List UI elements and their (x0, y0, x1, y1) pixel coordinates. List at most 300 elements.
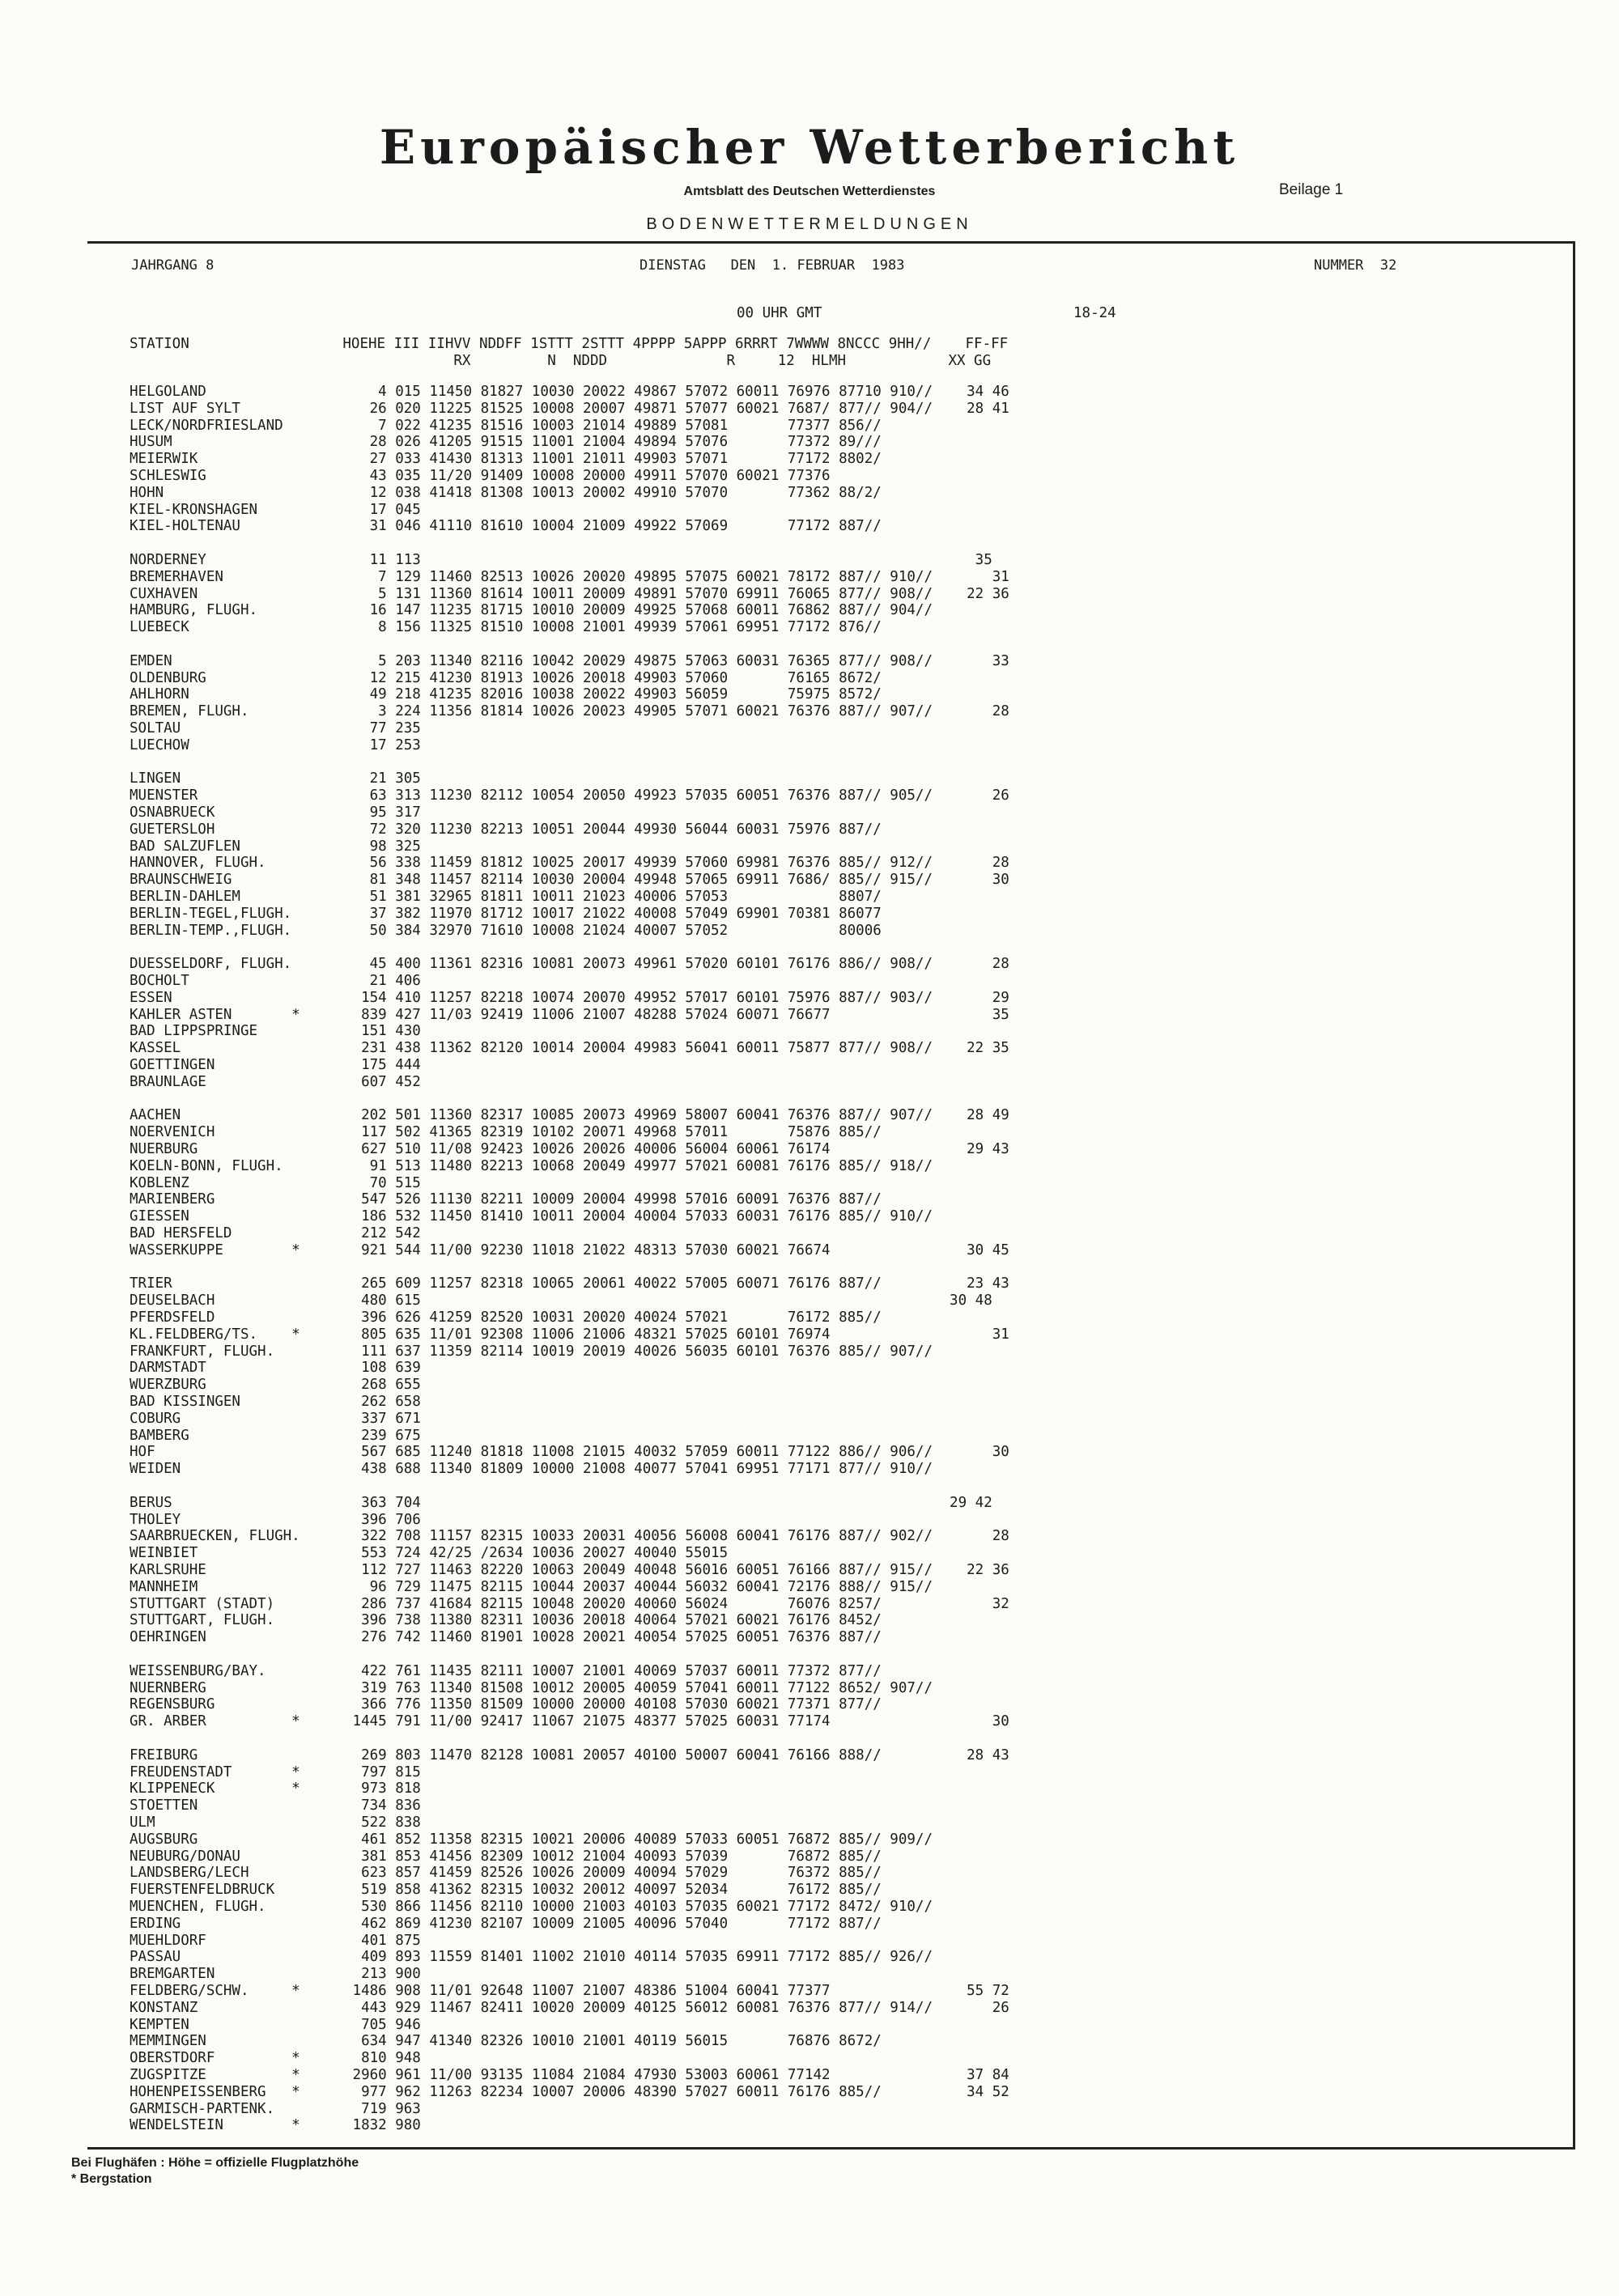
table-row (130, 1394, 421, 1411)
station-name: CUXHAVEN (130, 585, 198, 602)
table-row (130, 872, 1009, 889)
station-values: 530 866 11456 82110 10000 21003 40103 57035 60021 77172 8472/ 910// (344, 1899, 933, 1915)
table-row (130, 1360, 421, 1377)
table-row (130, 2067, 1009, 2084)
station-name: PFERDSFELD (130, 1309, 215, 1326)
station-values: 480 615 30 48 (344, 1292, 992, 1309)
station-name: LINGEN (130, 770, 181, 787)
station-name: TRIER (130, 1275, 172, 1292)
station-name: MUENCHEN, FLUGH. (130, 1899, 266, 1915)
column-header-row-2: RX N NDDD R 12 HLMH XX GG (130, 353, 992, 369)
table-row (130, 602, 933, 619)
station-values: 72 320 11230 82213 10051 20044 49930 56044 60031 75976 887// (344, 821, 882, 838)
table-row (130, 804, 421, 821)
station-name: KASSEL (130, 1040, 181, 1057)
station-name: OLDENBURG (130, 669, 206, 686)
station-values: 607 452 (344, 1073, 421, 1090)
station-values: 213 900 (344, 1966, 421, 1983)
station-name: KARLSRUHE (130, 1562, 206, 1578)
table-row (130, 889, 882, 906)
station-name: STUTTGART, FLUGH. (130, 1612, 275, 1629)
station-name: HELGOLAND (130, 384, 206, 400)
station-name: SOLTAU (130, 720, 181, 736)
station-name: ESSEN (130, 989, 172, 1006)
station-name: COBURG (130, 1410, 181, 1427)
station-values: 45 400 11361 82316 10081 20073 49961 57020 60101 76176 886// 908// 28 (344, 956, 1009, 973)
station-name: OEHRINGEN (130, 1629, 206, 1646)
supplement-label: Beilage 1 (1279, 181, 1344, 198)
station-values: 21 305 (344, 770, 421, 787)
station-name: BERLIN-TEGEL,FLUGH. (130, 905, 292, 922)
station-name: NORDERNEY (130, 552, 206, 568)
station-values: 265 609 11257 82318 10065 20061 40022 57005 60071 76176 887// 23 43 (344, 1275, 1009, 1292)
station-values: 553 724 42/25 /2634 10036 20027 40040 55015 (344, 1545, 729, 1562)
station-name: KL.FELDBERG/TS. * (130, 1326, 300, 1343)
station-name: ERDING (130, 1915, 181, 1932)
publisher-subtitle: Amtsblatt des Deutschen Wetterdienstes (683, 185, 936, 198)
station-values: 77 235 (344, 720, 421, 736)
section-title: BODENWETTERMELDUNGEN (646, 215, 973, 233)
station-name: GIESSEN (130, 1208, 189, 1225)
table-row (130, 619, 882, 636)
station-name: MUEHLDORF (130, 1932, 206, 1949)
station-name: DEUSELBACH (130, 1292, 215, 1309)
station-values: 49 218 41235 82016 10038 20022 49903 56059 75975 8572/ (344, 686, 882, 703)
station-values: 381 853 41456 82309 10012 21004 40093 57039 76872 885// (344, 1848, 882, 1865)
station-name: LANDSBERG/LECH (130, 1865, 249, 1882)
station-values: 11 113 35 (344, 552, 992, 568)
station-name: STUTTGART (STADT) (130, 1595, 275, 1612)
table-row (130, 2050, 421, 2067)
table-row (130, 518, 882, 535)
table-row (130, 1007, 1009, 1024)
table-row (130, 1292, 992, 1309)
table-row (130, 1579, 933, 1596)
station-values: 627 510 11/08 92423 10026 20026 40006 56004 60061 76174 29 43 (344, 1141, 1009, 1157)
station-name: ULM (130, 1814, 155, 1831)
station-values: 12 038 41418 81308 10013 20002 49910 57070 77362 88/2/ (344, 484, 882, 501)
table-row (130, 384, 1009, 401)
station-values: 363 704 29 42 (344, 1494, 992, 1511)
station-values: 839 427 11/03 92419 11006 21007 48288 57024 60071 76677 35 (344, 1006, 1009, 1023)
table-row (130, 1764, 421, 1781)
station-values: 337 671 (344, 1410, 421, 1427)
station-values: 96 729 11475 82115 10044 20037 40044 56032 60041 72176 888// 915// (344, 1578, 933, 1595)
table-row (130, 1377, 421, 1394)
station-name: HANNOVER, FLUGH. (130, 855, 266, 872)
table-row (130, 1074, 421, 1091)
station-name: MEIERWIK (130, 451, 198, 468)
station-values: 522 838 (344, 1814, 421, 1831)
table-row (130, 1713, 1009, 1730)
table-row (130, 1512, 421, 1529)
table-row (130, 1478, 344, 1495)
table-row (130, 1428, 421, 1445)
station-values: 31 046 41110 81610 10004 21009 49922 57069 77172 887// (344, 518, 882, 535)
station-values: 117 502 41365 82319 10102 20071 49968 57011 75876 885// (344, 1124, 882, 1141)
station-values: 921 544 11/00 92230 11018 21022 48313 57030 60021 76674 30 45 (344, 1241, 1009, 1258)
table-row (130, 686, 882, 703)
table-row (130, 1124, 882, 1141)
station-name: GOETTINGEN (130, 1057, 215, 1073)
table-row (130, 1275, 1009, 1292)
station-name: SCHLESWIG (130, 468, 206, 484)
station-name: OBERSTDORF * (130, 2050, 300, 2067)
table-row (130, 1747, 1009, 1764)
table-row (130, 1141, 1009, 1158)
station-values: 547 526 11130 82211 10009 20004 49998 57016 60091 76376 887// (344, 1191, 882, 1208)
page-title: Europäischer Wetterbericht (379, 120, 1240, 175)
station-name: MUENSTER (130, 787, 198, 804)
station-values: 154 410 11257 82218 10074 20070 49952 57017 60101 75976 887// 903// 29 (344, 989, 1009, 1006)
station-values: 95 317 (344, 804, 421, 821)
station-values: 422 761 11435 82111 10007 21001 40069 57037 60011 77372 877// (344, 1662, 882, 1679)
station-name: MEMMINGEN (130, 2033, 206, 2050)
station-values: 2960 961 11/00 93135 11084 21084 47930 53003 60061 77142 37 84 (344, 2067, 1009, 2083)
station-values: 175 444 (344, 1057, 421, 1073)
station-name: WEIDEN (130, 1461, 181, 1478)
station-values: 63 313 11230 82112 10054 20050 49923 57035 60051 76376 887// 905// 26 (344, 787, 1009, 804)
table-row (130, 1966, 421, 1983)
table-row (130, 1696, 882, 1713)
station-name: AUGSBURG (130, 1831, 198, 1848)
station-name: NEUBURG/DONAU (130, 1848, 240, 1865)
station-values: 461 852 11358 82315 10021 20006 40089 57033 60051 76872 885// 909// (344, 1831, 933, 1848)
table-row (130, 1814, 421, 1831)
table-row (130, 1680, 933, 1697)
table-row (130, 703, 1009, 720)
station-name: BREMEN, FLUGH. (130, 703, 249, 720)
station-name: WASSERKUPPE * (130, 1241, 300, 1258)
station-values: 1832 980 (344, 2117, 421, 2134)
station-name: KOBLENZ (130, 1174, 189, 1191)
station-values: 286 737 41684 82115 10048 20020 40060 56024 76076 8257/ 32 (344, 1595, 1009, 1612)
table-row (130, 1612, 882, 1629)
station-values: 81 348 11457 82114 10030 20004 49948 57065 69911 7686/ 885// 915// 30 (344, 872, 1009, 889)
station-values: 719 963 (344, 2100, 421, 2117)
station-values: 805 635 11/01 92308 11006 21006 48321 57025 60101 76974 31 (344, 1326, 1009, 1343)
station-name: KONSTANZ (130, 1999, 198, 2016)
station-values: 27 033 41430 81313 11001 21011 49903 57071 77172 8802/ (344, 451, 882, 468)
table-row (130, 1208, 933, 1225)
table-row (130, 2017, 421, 2034)
station-name: BREMERHAVEN (130, 568, 223, 585)
station-name: THOLEY (130, 1511, 181, 1528)
table-row (130, 485, 882, 502)
station-name: AACHEN (130, 1107, 181, 1124)
table-row (130, 2000, 1009, 2017)
table-row (130, 1040, 1009, 1057)
table-row (130, 1933, 421, 1950)
station-values: 401 875 (344, 1932, 421, 1949)
station-values: 239 675 (344, 1427, 421, 1444)
table-row (130, 787, 1009, 804)
table-row (130, 737, 421, 754)
table-row (130, 1899, 933, 1916)
station-values: 276 742 11460 81901 10028 20021 40054 57025 60051 76376 887// (344, 1629, 882, 1646)
station-values: 810 948 (344, 2050, 421, 2067)
table-row (130, 1949, 933, 1966)
station-values: 7 129 11460 82513 10026 20020 49895 57075 60021 78172 887// 910// 31 (344, 568, 1009, 585)
table-row (130, 1797, 421, 1814)
table-row (130, 1663, 882, 1680)
station-values: 443 929 11467 82411 10020 20009 40125 56012 60081 76376 877// 914// 26 (344, 1999, 1009, 2016)
station-name: LUEBECK (130, 619, 189, 636)
station-values: 231 438 11362 82120 10014 20004 49983 56041 60011 75877 877// 908// 22 35 (344, 1040, 1009, 1057)
station-name: GR. ARBER * (130, 1713, 300, 1730)
issue-number: NUMMER 32 (1314, 257, 1397, 274)
range-label: 18-24 (1073, 305, 1116, 321)
station-values: 70 515 (344, 1174, 421, 1191)
station-values: 91 513 11480 82213 10068 20049 49977 57021 60081 76176 885// 918// (344, 1157, 933, 1174)
table-row (130, 1259, 344, 1276)
station-name: OSNABRUECK (130, 804, 215, 821)
table-row (130, 956, 1009, 973)
station-values: 262 658 (344, 1394, 421, 1410)
station-values: 396 738 11380 82311 10036 20018 40064 57021 60021 76176 8452/ (344, 1612, 882, 1629)
station-values: 108 639 (344, 1360, 421, 1377)
station-values: 98 325 (344, 838, 421, 855)
station-values: 21 406 (344, 973, 421, 989)
station-values: 51 381 32965 81811 10011 21023 40006 57053 8807/ (344, 889, 882, 905)
table-row (130, 1242, 1009, 1259)
station-values: 4 015 11450 81827 10030 20022 49867 57072 60011 76976 87710 910// 34 46 (344, 384, 1009, 400)
table-row (130, 1309, 882, 1326)
table-row (130, 1916, 882, 1933)
station-name: BRAUNSCHWEIG (130, 872, 232, 889)
table-row (130, 1545, 728, 1562)
station-values: 366 776 11350 81509 10000 20000 40108 57030 60021 77371 877// (344, 1696, 882, 1713)
table-row (130, 754, 344, 771)
table-row (130, 1495, 992, 1512)
table-row (130, 1780, 421, 1797)
column-header-row-1: STATION HOEHE III IIHVV NDDFF 1STTT 2STTT 4PPPP 5APPP 6RRRT 7WWWW 8NCCC 9HH// FF-FF (130, 336, 1009, 352)
table-row (130, 401, 1009, 418)
station-values: 8 156 11325 81510 10008 21001 49939 57061 69951 77172 876// (344, 619, 882, 636)
station-values: 438 688 11340 81809 10000 21008 40077 57041 69951 77171 877// 910// (344, 1461, 933, 1478)
station-name: KOELN-BONN, FLUGH. (130, 1157, 283, 1174)
station-name: LUECHOW (130, 736, 189, 753)
table-row (130, 1057, 421, 1074)
table-row (130, 1023, 421, 1040)
station-values: 50 384 32970 71610 10008 21024 40007 57052 80006 (344, 922, 882, 939)
airport-footnote: Bei Flughäfen : Höhe = offizielle Flugplatzhöhe (71, 2156, 359, 2170)
volume-label: JAHRGANG 8 (131, 257, 215, 274)
station-name: FELDBERG/SCHW. * (130, 1983, 300, 1999)
table-row (130, 1865, 882, 1882)
table-row (130, 720, 421, 737)
table-row (130, 1831, 933, 1848)
table-row (130, 2101, 421, 2118)
station-values: 17 045 (344, 501, 421, 518)
station-values: 462 869 41230 82107 10009 21005 40096 57040 77172 887// (344, 1915, 882, 1932)
table-row (130, 1326, 1009, 1343)
station-name: WEISSENBURG/BAY. (130, 1662, 266, 1679)
station-values: 634 947 41340 82326 10010 21001 40119 56015 76876 8672/ (344, 2033, 882, 2050)
table-row (130, 1848, 882, 1865)
station-name: NUERBURG (130, 1141, 198, 1157)
station-values: 1486 908 11/01 92648 11007 21007 48386 51004 60041 77377 55 72 (344, 1983, 1009, 1999)
station-name: GARMISCH-PARTENK. (130, 2100, 275, 2117)
station-name: BAD LIPPSPRINGE (130, 1023, 258, 1040)
station-values: 12 215 41230 81913 10026 20018 49903 57060 76165 8672/ (344, 669, 882, 686)
station-values: 28 026 41205 91515 11001 21004 49894 57076 77372 89/// (344, 434, 882, 451)
station-name: BAD SALZUFLEN (130, 838, 240, 855)
station-values: 212 542 (344, 1225, 421, 1241)
station-name: ZUGSPITZE * (130, 2067, 300, 2083)
station-name: MANNHEIM (130, 1578, 198, 1595)
station-name: HUSUM (130, 434, 172, 451)
station-name: SAARBRUECKEN, FLUGH. (130, 1528, 300, 1545)
table-row (130, 906, 882, 923)
table-row (130, 1562, 1009, 1579)
station-values: 269 803 11470 82128 10081 20057 40100 50007 60041 76166 888// 28 43 (344, 1746, 1009, 1763)
table-row (130, 653, 1009, 670)
station-name: BREMGARTEN (130, 1966, 215, 1983)
table-row (130, 670, 882, 687)
station-name: DUESSELDORF, FLUGH. (130, 956, 292, 973)
station-name: LECK/NORDFRIESLAND (130, 417, 283, 434)
station-values: 7 022 41235 81516 10003 21014 49889 57081 77377 856// (344, 417, 882, 434)
station-values: 319 763 11340 81508 10012 20005 40059 57041 60011 77122 8652/ 907// (344, 1679, 933, 1696)
station-name: BERLIN-DAHLEM (130, 889, 240, 905)
station-values: 396 626 41259 82520 10031 20020 40024 57021 76172 885// (344, 1309, 882, 1326)
table-row (130, 973, 421, 990)
station-values: 268 655 (344, 1377, 421, 1394)
station-values: 567 685 11240 81818 11008 21015 40032 57059 60011 77122 886// 906// 30 (344, 1444, 1009, 1461)
station-values: 112 727 11463 82220 10063 20049 40048 56016 60051 76166 887// 915// 22 36 (344, 1562, 1009, 1578)
station-name: FRANKFURT, FLUGH. (130, 1343, 275, 1360)
station-name: HOHN (130, 484, 164, 501)
station-name: BERLIN-TEMP.,FLUGH. (130, 922, 292, 939)
station-values: 186 532 11450 81410 10011 20004 40004 57033 60031 76176 885// 910// (344, 1208, 933, 1225)
station-name: NUERNBERG (130, 1679, 206, 1696)
table-row (130, 1175, 421, 1192)
table-row (130, 1191, 882, 1208)
table-row (130, 2084, 1009, 2101)
station-name: EMDEN (130, 652, 172, 669)
station-values: 5 131 11360 81614 10011 20009 49891 57070 69911 76065 877// 908// 22 36 (344, 585, 1009, 602)
station-name: STOETTEN (130, 1797, 198, 1814)
station-values: 26 020 11225 81525 10008 20007 49871 57077 60021 7687/ 877// 904// 28 41 (344, 400, 1009, 417)
station-name: BAD KISSINGEN (130, 1394, 240, 1410)
station-values: 734 836 (344, 1797, 421, 1814)
table-row (130, 502, 421, 519)
table-row (130, 1411, 421, 1428)
table-row (130, 1343, 933, 1360)
table-row (130, 1444, 1009, 1461)
table-row (130, 1107, 1009, 1124)
table-row (130, 1629, 882, 1646)
table-row (130, 1091, 344, 1108)
station-values: 151 430 (344, 1023, 421, 1040)
station-name: LIST AUF SYLT (130, 400, 240, 417)
table-row (130, 586, 1009, 603)
table-row (130, 569, 1009, 586)
station-values: 973 818 (344, 1780, 421, 1797)
table-row (130, 1730, 344, 1747)
station-name: WENDELSTEIN * (130, 2117, 300, 2134)
station-name: GUETERSLOH (130, 821, 215, 838)
station-values: 1445 791 11/00 92417 11067 21075 48377 57025 60031 77174 30 (344, 1713, 1009, 1730)
table-row (130, 636, 344, 653)
table-row (130, 770, 421, 787)
station-name: REGENSBURG (130, 1696, 215, 1713)
station-name: BAMBERG (130, 1427, 189, 1444)
table-row (130, 434, 882, 451)
station-values: 43 035 11/20 91409 10008 20000 49911 57070 60021 77376 (344, 468, 831, 484)
station-name: HOF (130, 1444, 155, 1461)
station-name: FREIBURG (130, 1746, 198, 1763)
station-name: KAHLER ASTEN * (130, 1006, 300, 1023)
table-row (130, 1528, 1009, 1545)
station-name: NOERVENICH (130, 1124, 215, 1141)
table-row (130, 923, 882, 940)
table-row (130, 1596, 1009, 1613)
issue-date: DIENSTAG DEN 1. FEBRUAR 1983 (640, 257, 905, 274)
station-name: AHLHORN (130, 686, 189, 703)
station-name: WUERZBURG (130, 1377, 206, 1394)
station-name: WEINBIET (130, 1545, 198, 1562)
table-row (130, 552, 992, 569)
station-values: 56 338 11459 81812 10025 20017 49939 57060 69981 76376 885// 912// 28 (344, 855, 1009, 872)
station-values: 396 706 (344, 1511, 421, 1528)
station-name: HOHENPEISSENBERG * (130, 2083, 300, 2100)
station-name: MARIENBERG (130, 1191, 215, 1208)
station-name: BERUS (130, 1494, 172, 1511)
station-values: 322 708 11157 82315 10033 20031 40056 56008 60041 76176 887// 902// 28 (344, 1528, 1009, 1545)
station-values: 111 637 11359 82114 10019 20019 40026 56035 60101 76376 885// 907// (344, 1343, 933, 1360)
station-values: 16 147 11235 81715 10010 20009 49925 57068 60011 76862 887// 904// (344, 602, 933, 619)
station-name: FUERSTENFELDBRUCK (130, 1882, 275, 1899)
station-values: 705 946 (344, 2016, 421, 2033)
table-row (130, 2033, 882, 2050)
table-row (130, 990, 1009, 1007)
station-name: KEMPTEN (130, 2016, 189, 2033)
table-row (130, 1225, 421, 1242)
station-name: BAD HERSFELD (130, 1225, 232, 1241)
station-values: 797 815 (344, 1763, 421, 1780)
observation-time: 00 UHR GMT (737, 305, 822, 321)
table-row (130, 1158, 933, 1175)
station-values: 977 962 11263 82234 10007 20006 48390 57027 60011 76176 885// 34 52 (344, 2083, 1009, 2100)
station-name: HAMBURG, FLUGH. (130, 602, 258, 619)
table-row (130, 535, 344, 552)
station-values: 37 382 11970 81712 10017 21022 40008 57049 69901 70381 86077 (344, 905, 882, 922)
station-name: PASSAU (130, 1949, 181, 1966)
mountain-footnote: * Bergstation (71, 2172, 152, 2186)
table-row (130, 1983, 1009, 2000)
station-name: BOCHOLT (130, 973, 189, 989)
table-row (130, 418, 882, 435)
table-row (130, 855, 1009, 872)
table-row (130, 821, 882, 838)
station-values: 623 857 41459 82526 10026 20009 40094 57029 76372 885// (344, 1865, 882, 1882)
station-values: 409 893 11559 81401 11002 21010 40114 57035 69911 77172 885// 926// (344, 1949, 933, 1966)
station-values: 3 224 11356 81814 10026 20023 49905 57071 60021 76376 887// 907// 28 (344, 703, 1009, 720)
table-row (130, 1646, 344, 1663)
table-row (130, 838, 421, 855)
station-name: BRAUNLAGE (130, 1073, 206, 1090)
station-name: KIEL-KRONSHAGEN (130, 501, 258, 518)
station-values: 202 501 11360 82317 10085 20073 49969 58007 60041 76376 887// 907// 28 49 (344, 1107, 1009, 1124)
table-row (130, 1461, 933, 1478)
station-values: 519 858 41362 82315 10032 20012 40097 52034 76172 885// (344, 1882, 882, 1899)
station-values: 5 203 11340 82116 10042 20029 49875 57063 60031 76365 877// 908// 33 (344, 652, 1009, 669)
station-name: KLIPPENECK * (130, 1780, 300, 1797)
station-name: DARMSTADT (130, 1360, 206, 1377)
station-name: FREUDENSTADT * (130, 1763, 300, 1780)
